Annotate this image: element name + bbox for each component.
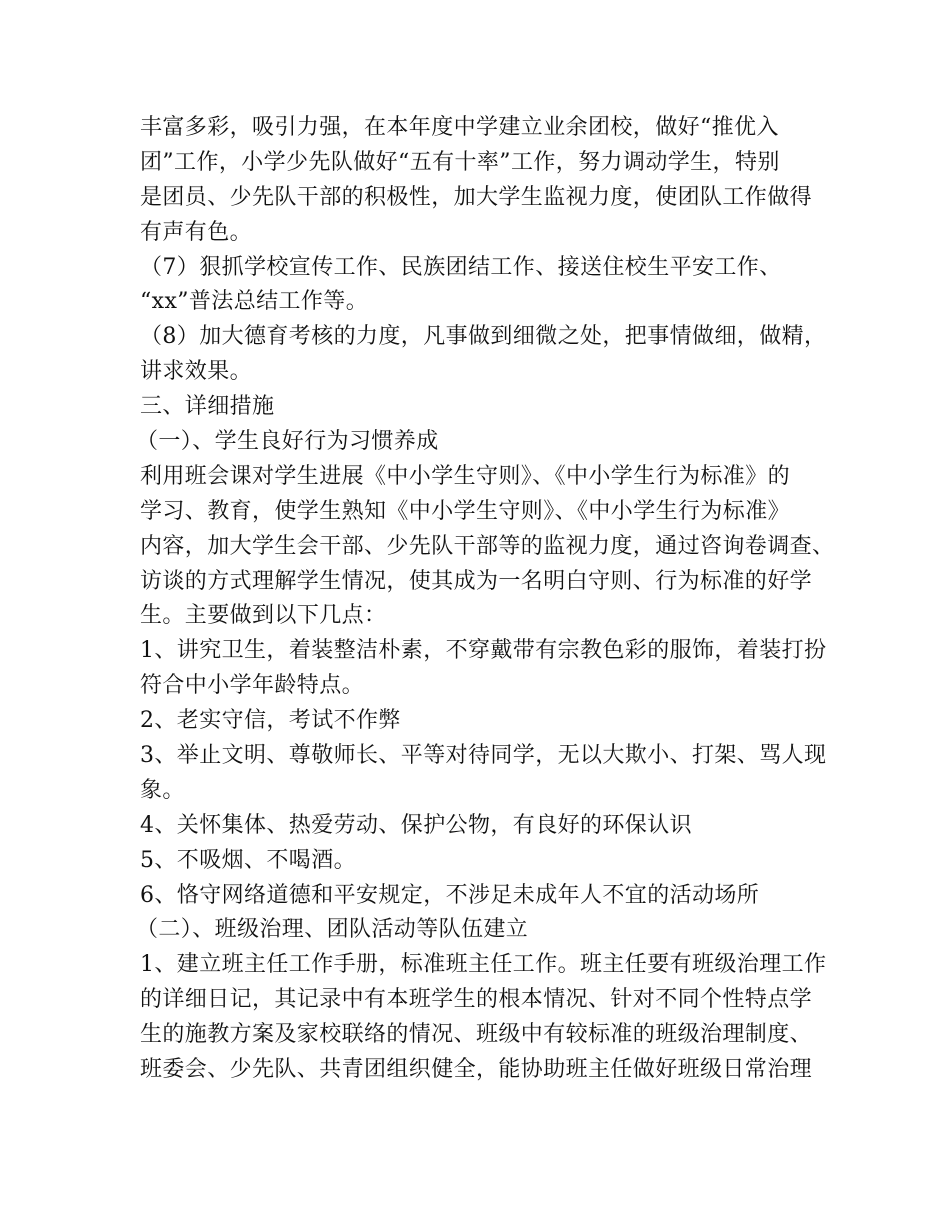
text-line: 是团员、少先队干部的积极性，加大学生监视力度，使团队工作做得 [140,184,813,210]
text-line: 符合中小学年龄特点。 [140,673,365,699]
text-line: “xx”普法总结工作等。 [140,289,369,315]
text-line: 生的施教方案及家校联络的情况、班级中有较标准的班级治理制度、 [140,1022,813,1048]
text-line: 内容，加大学生会干部、少先队干部等的监视力度，通过咨询卷调查、 [140,533,835,559]
text-line: 有声有色。 [140,219,253,245]
text-line: 的详细日记，其记录中有本班学生的根本情况、针对不同个性特点学 [140,987,813,1013]
text-line: 丰富多彩，吸引力强，在本年度中学建立业余团校，做好“推优入 [140,115,779,140]
subsection-heading: （二）、班级治理、团队活动等队伍建立 [136,917,529,943]
list-item: 1、讲究卫生，着装整洁朴素，不穿戴带有宗教色彩的服饰，着装打扮 [140,638,827,664]
section-heading: 三、详细措施 [140,394,275,420]
list-item: 5、不吸烟、不喝酒。 [140,847,356,873]
list-item: 2、老实守信，考试不作弊 [140,708,401,734]
text-line: 学习、教育，使学生熟知《中小学生守则》、《中小学生行为标准》 [140,498,791,524]
text-line: 访谈的方式理解学生情况，使其成为一名明白守则、行为标准的好学 [140,568,813,594]
list-item: 4、关怀集体、热爱劳动、保护公物，有良好的环保认识 [140,812,692,838]
text-line: 象。 [140,777,185,803]
document-body [136,111,835,1088]
text-line: 班委会、少先队、共青团组织健全，能协助班主任做好班级日常治理 [140,1057,813,1083]
list-item: 6、恪守网络道德和平安规定，不涉足未成年人不宜的活动场所 [140,882,760,908]
text-line: （8）加大德育考核的力度，凡事做到细微之处，把事情做细，做精， [140,324,827,350]
subsection-heading: （一）、学生良好行为习惯养成 [136,429,439,455]
text-line: （7）狠抓学校宣传工作、民族团结工作、接送住校生平安工作、 [140,254,782,280]
text-line: 利用班会课对学生进展《中小学生守则》、《中小学生行为标准》的 [140,463,791,489]
text-line: 生。主要做到以下几点： [140,603,387,629]
text-line: 讲求效果。 [140,359,253,385]
text-line: 团”工作，小学少先队做好“五有十率”工作，努力调动学生，特别 [140,149,780,175]
list-item: 1、建立班主任工作手册，标准班主任工作。班主任要有班级治理工作 [140,952,827,978]
list-item: 3、举止文明、尊敬师长、平等对待同学，无以大欺小、打架、骂人现 [140,743,827,769]
